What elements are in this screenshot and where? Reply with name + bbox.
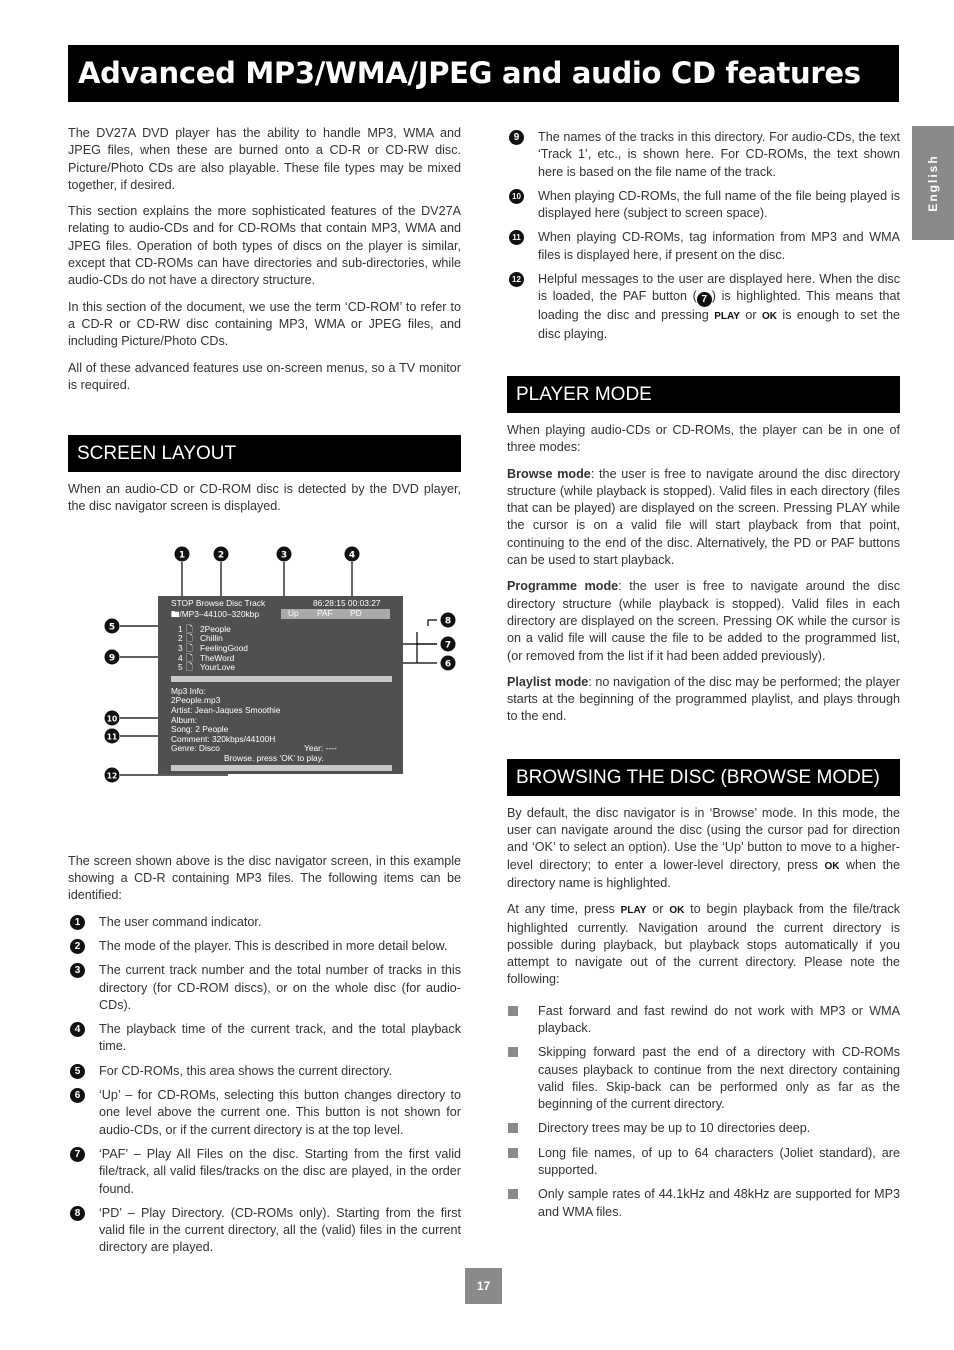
items-list-right bbox=[507, 129, 900, 343]
callout-label: 7 bbox=[444, 640, 452, 651]
browsing-paragraph bbox=[507, 901, 900, 988]
text-part: when the directory name is highlighted. bbox=[507, 857, 900, 890]
intro-paragraph: This section explains the more sophisticated features of the DV27A relating to audio-CDs and for CD-ROMs that contain MP3, WMA and JPEG files. Operation of both types of discs on the player is similar, except that CD-ROMs can have directories and sub-directories, while audio-CDs do not have a directory structure. bbox=[68, 204, 461, 288]
track-list bbox=[200, 625, 248, 673]
list-item bbox=[68, 938, 461, 955]
info-line: Mp3 Info: bbox=[171, 685, 206, 696]
list-item bbox=[68, 1146, 461, 1198]
list-item bbox=[507, 1003, 900, 1038]
item-text-part: or bbox=[739, 308, 762, 323]
divider-bar bbox=[171, 676, 392, 682]
year-text: Year: ---- bbox=[304, 743, 337, 754]
info-line: Genre: Disco bbox=[171, 743, 220, 754]
language-tab bbox=[912, 126, 954, 240]
playlist-mode-paragraph bbox=[507, 674, 900, 726]
programme-mode-paragraph bbox=[507, 578, 900, 664]
navigator-screen bbox=[158, 596, 403, 774]
items-list-left bbox=[68, 914, 461, 1257]
bullet-square-icon bbox=[508, 1148, 518, 1158]
callout-label: 2 bbox=[217, 550, 225, 561]
browsing-paragraph bbox=[507, 805, 900, 892]
file-icon: 🗋 bbox=[186, 623, 193, 634]
item-text: Only sample rates of 44.1kHz and 48kHz are supported for MP3 and WMA files. bbox=[538, 1187, 900, 1219]
browse-mode-label: Browse mode bbox=[507, 466, 591, 481]
browse-mode-paragraph bbox=[507, 466, 900, 570]
disc-navigator-diagram bbox=[68, 532, 461, 797]
browse-mode-text: : the user is free to navigate around the disc directory structure (while playback is stopped). Valid files in each directory (files that can be played) are displayed on the screen. Pressing PLAY while the cursor is on a valid file will start playback from that point, continuing to the end of the disc. Alternatively, the PD or PAF buttons can be used to start playback. bbox=[507, 466, 900, 568]
callout-label: 6 bbox=[444, 659, 452, 670]
number-badge: 8 bbox=[70, 1206, 85, 1221]
number-badge: 12 bbox=[509, 272, 524, 287]
track-name[interactable]: 2People bbox=[200, 623, 231, 634]
info-line: Album: bbox=[171, 714, 198, 725]
item-text: The current track number and the total number of tracks in this directory (for CD-ROM discs), or on the whole disc (for audio-CDs). bbox=[99, 963, 461, 1012]
list-item bbox=[68, 962, 461, 1014]
paf-button[interactable]: PAF bbox=[317, 607, 333, 618]
file-icons bbox=[186, 625, 193, 673]
file-icon: 🗋 bbox=[186, 642, 193, 653]
callout-label: 12 bbox=[106, 771, 118, 781]
track-numbers bbox=[178, 625, 183, 673]
number-badge: 5 bbox=[70, 1064, 85, 1079]
list-item bbox=[507, 271, 900, 343]
text-part: By default, the disc navigator is in ‘Browse’ mode. In this mode, the user can navigate around the disc (using the cursor pad for direction and ‘OK’ to select an option). Use the ‘Up’ button to move to a higher-level directory; to enter a lower-level directory, press bbox=[507, 805, 900, 872]
track-number: 5 bbox=[178, 662, 183, 673]
right-column bbox=[507, 129, 900, 1228]
item-text: When playing CD-ROMs, tag information from MP3 and WMA files is displayed here, if present on the disc. bbox=[538, 230, 900, 262]
item-text: ‘Up’ – for CD-ROMs, selecting this button changes directory to one level above the current one. This button is not shown for audio-CDs, or if the current directory is at the top level. bbox=[99, 1088, 461, 1137]
info-line: Artist: Jean-Jaques Smoothie bbox=[171, 704, 281, 715]
list-item bbox=[507, 1186, 900, 1221]
play-key: PLAY bbox=[714, 311, 740, 323]
list-item bbox=[507, 188, 900, 223]
track-number: 4 bbox=[178, 652, 183, 663]
text-part: to begin playback from the file/track highlighted currently. Navigation around the current directory is possible during playback, but playback stops automatically if you attempt to navigate out of the current directory. Please note the following: bbox=[507, 902, 900, 987]
list-item bbox=[68, 914, 461, 931]
list-item bbox=[507, 1044, 900, 1113]
item-text: Long file names, of up to 64 characters (Joliet standard), are supported. bbox=[538, 1145, 900, 1178]
callout-label: 5 bbox=[108, 622, 116, 633]
track-number: 2 bbox=[178, 633, 183, 644]
directory-name: /MP3–44100–320kbp bbox=[179, 608, 260, 619]
text-part: or bbox=[646, 902, 670, 917]
callout-ref: 7 bbox=[697, 292, 712, 307]
number-badge: 11 bbox=[509, 230, 524, 245]
button-row bbox=[281, 609, 390, 619]
list-item bbox=[68, 1087, 461, 1139]
list-item bbox=[507, 1145, 900, 1180]
callout-label: 4 bbox=[348, 550, 356, 561]
callout-label: 8 bbox=[444, 616, 452, 627]
item-text-part: is enough to set the disc playing. bbox=[538, 308, 900, 341]
mp3-info bbox=[171, 687, 280, 754]
number-badge: 2 bbox=[70, 939, 85, 954]
item-text: The mode of the player. This is described in more detail below. bbox=[99, 938, 448, 953]
bullet-square-icon bbox=[508, 1123, 518, 1133]
time-text: 86:28:15 00:03:27 bbox=[313, 597, 381, 608]
screen-layout-text: When an audio-CD or CD-ROM disc is detected by the DVD player, the disc navigator screen is displayed. bbox=[68, 482, 461, 514]
track-name[interactable]: Chillin bbox=[200, 633, 223, 644]
track-name[interactable]: TheWord bbox=[200, 652, 235, 663]
text-part: At any time, press bbox=[507, 902, 621, 917]
item-text: Skipping forward past the end of a directory with CD-ROMs causes playback to continue from the next directory containing valid files. Skip-back can be performed only as far as the beginning of the current directory. bbox=[538, 1045, 900, 1112]
divider-bar bbox=[171, 765, 392, 771]
page-title: Advanced MP3/WMA/JPEG and audio CD features bbox=[78, 56, 861, 90]
notes-list bbox=[507, 1003, 900, 1221]
bullet-square-icon bbox=[508, 1189, 518, 1199]
list-item bbox=[507, 129, 900, 181]
language-tab-label: English bbox=[926, 154, 940, 212]
track-name[interactable]: FeelingGood bbox=[200, 642, 248, 653]
list-item bbox=[68, 1205, 461, 1257]
item-text: The playback time of the current track, and the total playback time. bbox=[99, 1022, 461, 1054]
section-heading-player-mode: PLAYER MODE bbox=[507, 376, 900, 413]
number-badge: 1 bbox=[70, 915, 85, 930]
section-heading-browsing: BROWSING THE DISC (BROWSE MODE) bbox=[507, 759, 900, 796]
item-text: ‘PAF’ – Play All Files on the disc. Starting from the first valid file/track, all valid files/tracks on the disc are played, in the order found. bbox=[99, 1146, 461, 1196]
directory-row bbox=[171, 610, 259, 620]
programme-mode-label: Programme mode bbox=[507, 579, 619, 594]
list-item bbox=[68, 1021, 461, 1056]
section-heading-screen-layout: SCREEN LAYOUT bbox=[68, 435, 461, 472]
status-text: STOP Browse Disc Track bbox=[171, 597, 266, 608]
file-icon: 🗋 bbox=[186, 652, 193, 663]
track-number: 1 bbox=[178, 623, 183, 634]
page-title-bar bbox=[68, 45, 899, 102]
bullet-square-icon bbox=[508, 1006, 518, 1016]
left-column bbox=[68, 125, 461, 1264]
number-badge: 4 bbox=[70, 1022, 85, 1037]
item-text-part: Helpful messages to the user are displayed here. When the disc is loaded, the PAF button ( bbox=[538, 272, 900, 304]
ok-key: OK bbox=[762, 311, 777, 323]
screen-description: The screen shown above is the disc navigator screen, in this example showing a CD-R containing MP3 files. The following items can be identified: bbox=[68, 853, 461, 903]
list-item bbox=[68, 1063, 461, 1080]
track-number: 3 bbox=[178, 642, 183, 653]
playlist-mode-text: : no navigation of the disc may be performed; the player starts at the beginning of the programmed playlist, and plays through to the end. bbox=[507, 674, 900, 724]
folder-icon: 🖿 bbox=[171, 608, 180, 619]
pd-button[interactable]: PD bbox=[350, 607, 362, 618]
number-badge: 10 bbox=[509, 189, 524, 204]
list-item bbox=[507, 1120, 900, 1137]
item-text: When playing CD-ROMs, the full name of the file being played is displayed here (subject to screen space). bbox=[538, 188, 900, 221]
item-text: The user command indicator. bbox=[99, 914, 262, 929]
item-text: The names of the tracks in this directory. For audio-CDs, the text ‘Track 1’, etc., is shown here. For CD-ROMs, the text shown here is based on the file name of the track. bbox=[538, 130, 900, 179]
play-key: PLAY bbox=[620, 905, 647, 917]
file-icon: 🗋 bbox=[186, 662, 193, 673]
item-text: Directory trees may be up to 10 directories deep. bbox=[538, 1121, 811, 1136]
intro-paragraph: The DV27A DVD player has the ability to handle MP3, WMA and JPEG files, when these are burned onto a CD-R or CD-RW disc. Picture/Photo CDs are also playable. These file types may be mixed together, if desired. bbox=[68, 126, 461, 192]
info-line: 2People.mp3 bbox=[171, 695, 221, 706]
bullet-square-icon bbox=[508, 1047, 518, 1057]
callout-label: 9 bbox=[108, 653, 116, 664]
number-badge: 7 bbox=[70, 1147, 85, 1162]
number-badge: 9 bbox=[509, 130, 524, 145]
track-name[interactable]: YourLove bbox=[200, 662, 236, 673]
callout-label: 11 bbox=[106, 732, 118, 742]
intro-paragraph: In this section of the document, we use the term ‘CD-ROM’ to refer to a CD-R or CD-RW disc containing MP3, WMA or JPEG files, and including Picture/Photo CDs. bbox=[68, 299, 461, 349]
item-text: Fast forward and fast rewind do not work with MP3 or WMA playback. bbox=[538, 1003, 900, 1035]
callout-label: 1 bbox=[178, 550, 186, 561]
number-badge: 6 bbox=[70, 1088, 85, 1103]
ok-key: OK bbox=[824, 860, 840, 872]
help-message: Browse. press ‘OK’ to play. bbox=[224, 752, 324, 763]
info-line: Song: 2 People bbox=[171, 724, 229, 735]
item-text-part: ) is highlighted. This means that loading the disc and pressing bbox=[538, 289, 900, 323]
item-text: For CD-ROMs, this area shows the current directory. bbox=[99, 1063, 393, 1078]
callout-label: 10 bbox=[106, 714, 118, 724]
callout-label: 3 bbox=[280, 550, 288, 561]
ok-key: OK bbox=[669, 905, 685, 917]
playlist-mode-label: Playlist mode bbox=[507, 674, 589, 689]
item-text: ‘PD’ – Play Directory. (CD-ROMs only). Starting from the first valid file in the current directory, all the (valid) files in the current directory are played. bbox=[99, 1205, 461, 1255]
page-number: 17 bbox=[465, 1268, 502, 1304]
item-text bbox=[538, 272, 900, 341]
list-item bbox=[507, 229, 900, 264]
player-mode-intro: When playing audio-CDs or CD-ROMs, the player can be in one of three modes: bbox=[507, 422, 900, 455]
info-line: Comment: 320kbps/44100H bbox=[171, 733, 276, 744]
number-badge: 3 bbox=[70, 963, 85, 978]
programme-mode-text: : the user is free to navigate around the disc directory structure (while playback is stopped). Valid files in each directory are displayed on the screen. Pressing OK while the cursor is on a valid file will cause the file to be added to the programmed list, (or removed from the list if it had been added previously). bbox=[507, 579, 900, 663]
up-button[interactable]: Up bbox=[288, 607, 299, 618]
intro-paragraph: All of these advanced features use on-screen menus, so a TV monitor is required. bbox=[68, 360, 461, 392]
file-icon: 🗋 bbox=[186, 633, 193, 644]
